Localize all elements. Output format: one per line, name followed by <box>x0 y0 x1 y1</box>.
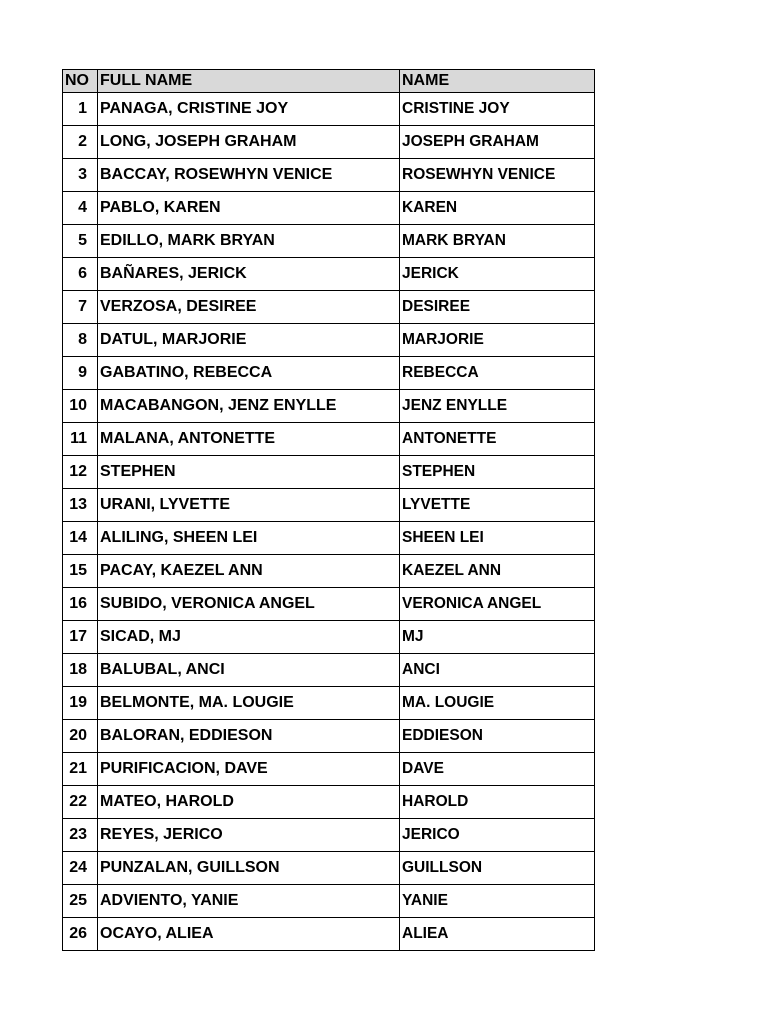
name-cell: JOSEPH GRAHAM <box>400 126 595 159</box>
full-name-cell: SICAD, MJ <box>98 621 400 654</box>
table-row <box>63 555 595 588</box>
full-name-cell: LONG, JOSEPH GRAHAM <box>98 126 400 159</box>
table-row <box>63 720 595 753</box>
row-number-cell: 3 <box>63 159 98 192</box>
row-number-cell: 26 <box>63 918 98 951</box>
table-row <box>63 588 595 621</box>
name-cell: SHEEN LEI <box>400 522 595 555</box>
name-cell: JENZ ENYLLE <box>400 390 595 423</box>
row-number-cell: 16 <box>63 588 98 621</box>
name-cell: JERICK <box>400 258 595 291</box>
table-row <box>63 291 595 324</box>
name-cell: ROSEWHYN VENICE <box>400 159 595 192</box>
full-name-cell: EDILLO, MARK BRYAN <box>98 225 400 258</box>
row-number-cell: 23 <box>63 819 98 852</box>
name-list-table <box>62 69 595 951</box>
row-number-cell: 9 <box>63 357 98 390</box>
name-cell: CRISTINE JOY <box>400 93 595 126</box>
column-header-no: NO <box>63 70 98 93</box>
row-number-cell: 24 <box>63 852 98 885</box>
table-row <box>63 159 595 192</box>
name-cell: REBECCA <box>400 357 595 390</box>
table-row <box>63 192 595 225</box>
table-row <box>63 918 595 951</box>
row-number-cell: 2 <box>63 126 98 159</box>
table-header <box>63 70 595 93</box>
table-row <box>63 621 595 654</box>
table-row <box>63 852 595 885</box>
name-cell: MA. LOUGIE <box>400 687 595 720</box>
table-row <box>63 522 595 555</box>
table-row <box>63 390 595 423</box>
table-body <box>63 93 595 951</box>
table-row <box>63 819 595 852</box>
table-row <box>63 654 595 687</box>
full-name-cell: PUNZALAN, GUILLSON <box>98 852 400 885</box>
full-name-cell: PURIFICACION, DAVE <box>98 753 400 786</box>
full-name-cell: MALANA, ANTONETTE <box>98 423 400 456</box>
full-name-cell: VERZOSA, DESIREE <box>98 291 400 324</box>
full-name-cell: ADVIENTO, YANIE <box>98 885 400 918</box>
row-number-cell: 7 <box>63 291 98 324</box>
name-cell: ALIEA <box>400 918 595 951</box>
table-row <box>63 786 595 819</box>
full-name-cell: BELMONTE, MA. LOUGIE <box>98 687 400 720</box>
table-row <box>63 423 595 456</box>
table-row <box>63 324 595 357</box>
row-number-cell: 4 <box>63 192 98 225</box>
row-number-cell: 8 <box>63 324 98 357</box>
table-row <box>63 93 595 126</box>
full-name-cell: PANAGA, CRISTINE JOY <box>98 93 400 126</box>
table-row <box>63 126 595 159</box>
table-row <box>63 753 595 786</box>
row-number-cell: 18 <box>63 654 98 687</box>
name-cell: MARJORIE <box>400 324 595 357</box>
name-cell: HAROLD <box>400 786 595 819</box>
row-number-cell: 6 <box>63 258 98 291</box>
name-cell: KAREN <box>400 192 595 225</box>
row-number-cell: 5 <box>63 225 98 258</box>
header-row <box>63 70 595 93</box>
row-number-cell: 12 <box>63 456 98 489</box>
name-cell: MJ <box>400 621 595 654</box>
column-header-name: NAME <box>400 70 595 93</box>
row-number-cell: 15 <box>63 555 98 588</box>
table-row <box>63 258 595 291</box>
table-row <box>63 225 595 258</box>
full-name-cell: BACCAY, ROSEWHYN VENICE <box>98 159 400 192</box>
row-number-cell: 20 <box>63 720 98 753</box>
table-row <box>63 489 595 522</box>
full-name-cell: REYES, JERICO <box>98 819 400 852</box>
table-row <box>63 357 595 390</box>
column-header-full-name: FULL NAME <box>98 70 400 93</box>
row-number-cell: 22 <box>63 786 98 819</box>
name-cell: DESIREE <box>400 291 595 324</box>
full-name-cell: STEPHEN <box>98 456 400 489</box>
full-name-cell: MACABANGON, JENZ ENYLLE <box>98 390 400 423</box>
full-name-cell: BALUBAL, ANCI <box>98 654 400 687</box>
name-cell: ANCI <box>400 654 595 687</box>
full-name-cell: BAÑARES, JERICK <box>98 258 400 291</box>
full-name-cell: DATUL, MARJORIE <box>98 324 400 357</box>
name-cell: JERICO <box>400 819 595 852</box>
full-name-cell: ALILING, SHEEN LEI <box>98 522 400 555</box>
name-cell: ANTONETTE <box>400 423 595 456</box>
full-name-cell: BALORAN, EDDIESON <box>98 720 400 753</box>
full-name-cell: OCAYO, ALIEA <box>98 918 400 951</box>
row-number-cell: 17 <box>63 621 98 654</box>
full-name-cell: GABATINO, REBECCA <box>98 357 400 390</box>
table-row <box>63 687 595 720</box>
row-number-cell: 21 <box>63 753 98 786</box>
name-cell: MARK BRYAN <box>400 225 595 258</box>
row-number-cell: 13 <box>63 489 98 522</box>
name-cell: LYVETTE <box>400 489 595 522</box>
name-cell: KAEZEL ANN <box>400 555 595 588</box>
row-number-cell: 11 <box>63 423 98 456</box>
row-number-cell: 1 <box>63 93 98 126</box>
name-cell: YANIE <box>400 885 595 918</box>
name-cell: GUILLSON <box>400 852 595 885</box>
table-row <box>63 885 595 918</box>
full-name-cell: SUBIDO, VERONICA ANGEL <box>98 588 400 621</box>
name-cell: STEPHEN <box>400 456 595 489</box>
row-number-cell: 10 <box>63 390 98 423</box>
name-cell: VERONICA ANGEL <box>400 588 595 621</box>
name-cell: EDDIESON <box>400 720 595 753</box>
full-name-cell: PACAY, KAEZEL ANN <box>98 555 400 588</box>
table-row <box>63 456 595 489</box>
full-name-cell: URANI, LYVETTE <box>98 489 400 522</box>
full-name-cell: MATEO, HAROLD <box>98 786 400 819</box>
row-number-cell: 19 <box>63 687 98 720</box>
name-cell: DAVE <box>400 753 595 786</box>
row-number-cell: 25 <box>63 885 98 918</box>
full-name-cell: PABLO, KAREN <box>98 192 400 225</box>
row-number-cell: 14 <box>63 522 98 555</box>
